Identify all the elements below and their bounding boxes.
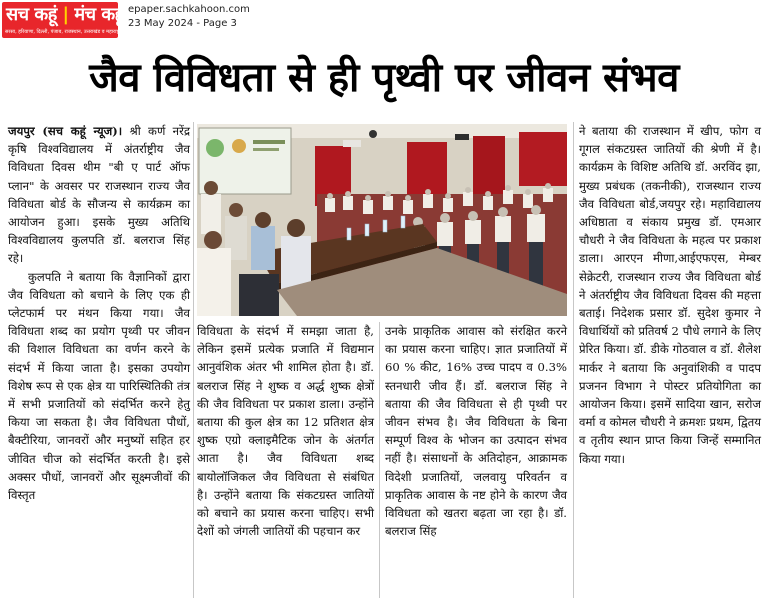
article-paragraph-5: ने बताया की राजस्थान में खीप, फोग व गूगल संकटग्रस्त जातियों की श्रेणी में है। कार्यक्रम के विशिष्ट अतिथि डॉ. अरविंद झा, मुख्य प्रबंधक (तकनीकी), राजस्थान राज्य जैव विविधता बोर्ड,जयपुर रहे। महाविद्यालय अधिष्ठाता व संकाय प्रमुख डॉ. एमआर चौधरी ने जैव विविधता के महत्व पर प्रकाश डाला। आरएन मीणा,आईएफएस, मेम्बर सेक्रेटरी, राजस्थान राज्य जैव विविधता बोर्ड ने अंतर्राष्ट्रीय जैव विविधता दिवस की महत्ता बताई। निदेशक प्रसार डॉ. सुदेश कुमार ने विधार्थियों को प्रतिवर्ष 2 पौधे लगाने के लिए प्रेरित किया। डॉ. डीके गोठवाल व डॉ. शैलेश मार्कर ने बताया कि अनुवांशिकी व पादप प्रजनन विभाग ने पोस्टर प्रतियोगिता का आयोजन किया। इसमें सादिया खान, सरोज वर्मा व कोमल चौधरी ने क्रमशः प्रथम, द्वितय व तृतीय स्थान प्राप्त किया जिन्हें सम्मानित किया गया। [579, 124, 761, 466]
logo-text-left: सच कहूं [6, 4, 57, 25]
logo-separator: | [62, 4, 75, 25]
column-divider [193, 122, 194, 598]
site-url[interactable]: epaper.sachkahoon.com [128, 4, 250, 15]
article-headline: जैव विविधता से ही पृथ्वी पर जीवन संभव [89, 55, 679, 101]
screen-text-bar [253, 148, 279, 151]
wall-clock [369, 130, 377, 138]
masthead [0, 0, 768, 42]
article-column-4 [579, 122, 761, 598]
screen-logo-center [232, 139, 246, 153]
seminar-hall-photo [197, 124, 567, 316]
red-curtain [519, 132, 567, 186]
speaker-box [455, 134, 469, 140]
article-column-1 [8, 122, 190, 598]
article-paragraph-1-text: श्री कर्ण नरेंद्र कृषि विश्वविद्यालय में अंतर्राष्ट्रीय जैव विविधता दिवस थीम "बी ए पार्ट ऑफ प्लान" के अवसर पर राजस्थान राज्य जैव विविधता बोर्ड के सौजन्य से कार्यक्रम का आयोजन हुआ। इसके मुख्य अतिथि विश्वविद्यालय कुलपति डॉ. बलराज सिंह रहे। [8, 124, 191, 266]
article-paragraph-3: विविधता के संदर्भ में समझा जाता है, लेकिन इसमें प्रत्येक प्रजाति में विद्यमान आनुवंशिक अंतर भी शामिल होता है। डॉ. बलराज सिंह ने शुष्क व अर्द्ध शुष्क क्षेत्रों की जैव विविधता पर प्रकाश डाला। उन्होंने बताया की कुल क्षेत्र का 12 प्रतिशत क्षेत्र शुष्क एग्रो क्लाइमैटिक जोन के अंतर्गत आता है। जैव विविधता शब्द बायोलॉजिकल जैव विविधता से संबंधित है। उन्होंने बताया कि संकटग्रस्त जातियों को बचाने का प्रयास करना चाहिए। सभी देशों को जंगली जातियों की पहचान कर [197, 324, 374, 539]
article-paragraph-2: कुलपति ने बताया कि वैज्ञानिकों द्वारा जैव विविधता को बचाने के लिए एक ही प्लेटफार्म पर मंथन किया गया। जैव विविधता शब्द का प्रयोग पृथ्वी पर जीवन की विशाल विविधता का वर्णन करने के संदर्भ में किया जाता है। इसका उपयोग विशेष रूप से एक क्षेत्र या पारिस्थितिकी तंत्र में सभी प्रजातियों को संदर्भित करने हेतु किया जा सकता है। जैव विविधता पौधों, बैक्टीरिया, जानवरों और मनुष्यों सहित हर जीवित चीज को संदर्भित करती है। इसे अक्सर पौधों, जानवरों और सूक्ष्मजीवों की विस्तृत [8, 269, 190, 503]
photo-illustration [197, 124, 567, 316]
article-paragraph-1 [8, 122, 190, 268]
logo-tagline: सरसा, हरियाणा, दिल्ली, पंजाब, राजस्थान, उत्तराखंड व महाराष्ट्र से प्रकाशित [5, 29, 142, 35]
article-column-2 [197, 322, 374, 598]
red-curtain [473, 136, 505, 194]
newspaper-logo[interactable] [2, 2, 142, 38]
article-column-3 [385, 322, 567, 598]
article-paragraph-4: उनके प्राकृतिक आवास को संरक्षित करने का प्रयास करना चाहिए। ज्ञात प्रजातियों में 60 % कीट, 16% उच्च पादप व 0.3% स्तनधारी जीव हैं। डॉ. बलराज सिंह ने बताया की जैव विविधता से ही पृथ्वी पर जीवन संभव है। जैव विविधता के बिना सम्पूर्ण विश्व के भोजन का उत्पादन संभव नहीं है। संसाधनों के अतिदोहन, आक्रामक विदेशी प्रजातियों, जलवायु परिवर्तन व प्राकृतिक आवास के नष्ट होने के कारण जैव विविधता को खतरा बढ़ता जा रहा है। डॉ. बलराज सिंह [385, 324, 567, 539]
dateline: जयपुर (सच कहूं न्यूज)। [8, 124, 123, 138]
ac-unit [343, 140, 361, 147]
logo-text-right: मंच कहूं [74, 4, 124, 25]
screen-text-bar [253, 140, 285, 144]
column-divider [573, 122, 574, 598]
screen-logo-left [206, 139, 224, 157]
column-divider [379, 322, 380, 598]
edition-date-page: 23 May 2024 - Page 3 [128, 18, 237, 29]
